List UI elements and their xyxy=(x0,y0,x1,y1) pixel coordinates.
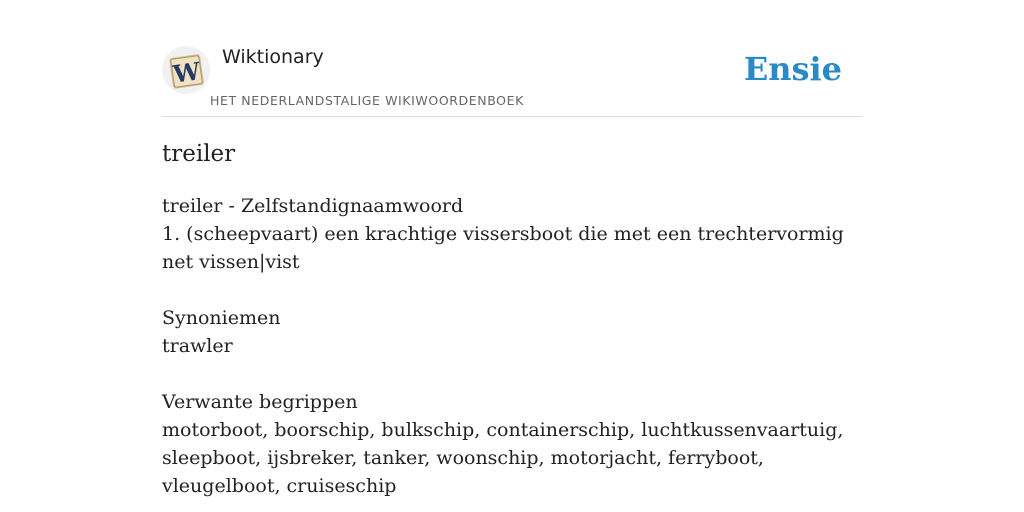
site-header xyxy=(162,0,862,117)
synonyms-list: trawler xyxy=(162,335,233,357)
definition-text: 1. (scheepvaart) een krachtige vissersboot die met een trechtervormig net vissen|vist xyxy=(162,223,844,273)
site-tagline: HET NEDERLANDSTALIGE WIKIWOORDENBOEK xyxy=(210,93,524,108)
spacer xyxy=(162,360,862,388)
related-terms-list: motorboot, boorschip, bulkschip, containerschip, luchtkussenvaartuig, sleepboot, ijsbreker, tanker, woonschip, motorjacht, ferryboot, vleugelboot, cruiseschip xyxy=(162,419,844,497)
site-name[interactable]: Wiktionary xyxy=(222,46,324,68)
spacer xyxy=(162,276,862,304)
part-of-speech-line: treiler - Zelfstandignaamwoord xyxy=(162,195,464,217)
ensie-brand-link[interactable]: Ensie xyxy=(743,50,842,88)
wiktionary-tile-icon xyxy=(162,46,210,94)
entry-content xyxy=(162,138,862,500)
entry-title: treiler xyxy=(162,141,236,167)
related-heading: Verwante begrippen xyxy=(162,391,358,413)
logo-letter: W xyxy=(171,56,203,89)
synonyms-heading: Synoniemen xyxy=(162,307,281,329)
wiktionary-logo-icon[interactable] xyxy=(162,46,210,94)
